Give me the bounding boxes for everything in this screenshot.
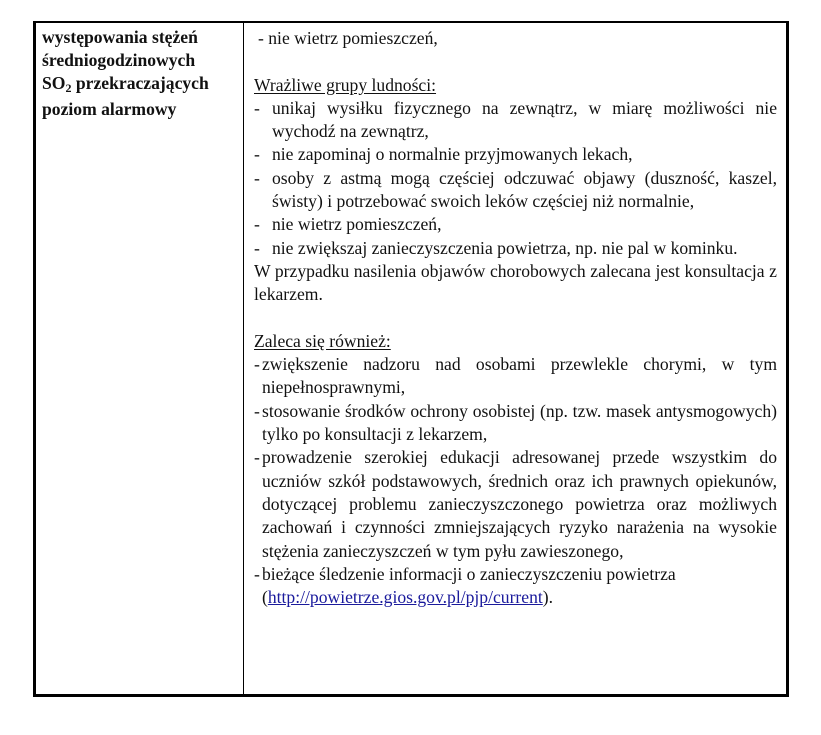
list-item-text: nie zwiększaj zanieczyszczenia powietrza, np. nie pal w kominku. bbox=[272, 237, 738, 258]
spacer bbox=[254, 307, 777, 330]
list-item-text: osoby z astmą mogą częściej odczuwać objawy (duszność, kaszel, świsty) i potrzebować swoich leków częściej niż normalnie, bbox=[272, 167, 777, 212]
dash-bullet: - bbox=[254, 447, 260, 468]
condition-line-4: poziom alarmowy bbox=[42, 98, 177, 119]
dash-bullet: - bbox=[254, 354, 260, 375]
dash-bullet: - bbox=[254, 563, 260, 584]
condition-line-1: występowania stężeń bbox=[42, 27, 198, 47]
dash-bullet: - bbox=[254, 144, 260, 165]
list-item bbox=[254, 353, 777, 400]
list-item bbox=[254, 446, 777, 562]
list-item bbox=[254, 237, 777, 260]
list-item bbox=[254, 213, 777, 236]
list-item bbox=[254, 563, 777, 610]
condition-line-3-text: przekraczających bbox=[75, 73, 209, 94]
dash-bullet: - bbox=[254, 400, 260, 421]
dash-bullet: - bbox=[254, 97, 260, 118]
list-item-text: nie wietrz pomieszczeń, bbox=[272, 214, 442, 235]
condition-cell bbox=[36, 23, 244, 694]
condition-line-3 bbox=[42, 72, 243, 97]
dash-bullet: - bbox=[254, 237, 260, 258]
recommendations-table bbox=[33, 21, 789, 697]
dash-bullet: - bbox=[254, 214, 260, 235]
list-item-text: bieżące śledzenie informacji o zanieczyszczeniu powietrza bbox=[262, 563, 676, 584]
list-item-text: unikaj wysiłku fizycznego na zewnątrz, w miarę możliwości nie wychodź na zewnątrz, bbox=[272, 97, 777, 142]
condition-line-2: średniogodzinowych bbox=[42, 50, 196, 71]
also-recommended-heading: Zaleca się również: bbox=[254, 330, 391, 351]
list-item bbox=[254, 143, 777, 166]
list-item-text: zwiększenie nadzoru nad osobami przewlekle chorymi, w tym niepełnosprawnymi, bbox=[262, 354, 777, 398]
so2-subscript: 2 bbox=[65, 81, 72, 96]
so2-label: SO bbox=[42, 73, 66, 94]
also-recommended-list bbox=[254, 353, 777, 609]
list-item bbox=[254, 167, 777, 214]
list-item-text: prowadzenie szerokiej edukacji adresowanej przede wszystkim do uczniów szkół podstawowych, średnich oraz ich prawnych opiekunów, dotyczącej problemu zanieczyszczonego powietrza oraz możliwych zachowań i czynności zmniejszających ryzyko narażenia na wysokie stężenia zanieczyszczeń w tym pyłu zawieszonego, bbox=[262, 447, 777, 561]
list-item-text: stosowanie środków ochrony osobistej (np. tzw. masek antysmogowych) tylko po konsultacji z lekarzem, bbox=[262, 400, 777, 445]
list-item bbox=[254, 400, 777, 447]
paren-close: ). bbox=[542, 587, 554, 608]
dash-bullet: - bbox=[254, 167, 260, 188]
paren-open: ( bbox=[262, 587, 268, 608]
sensitive-groups-heading: Wrażliwe grupy ludności: bbox=[254, 74, 437, 95]
consultation-note: W przypadku nasilenia objawów chorobowych zalecana jest konsultacja z lekarzem. bbox=[254, 260, 777, 305]
first-recommendation: - nie wietrz pomieszczeń, bbox=[258, 28, 438, 48]
gios-air-quality-link[interactable]: http://powietrze.gios.gov.pl/pjp/current bbox=[267, 587, 543, 608]
sensitive-groups-list bbox=[254, 97, 777, 260]
recommendations-cell bbox=[244, 23, 786, 694]
list-item-text: nie zapominaj o normalnie przyjmowanych lekach, bbox=[272, 144, 633, 165]
spacer bbox=[254, 50, 777, 73]
list-item bbox=[254, 97, 777, 144]
